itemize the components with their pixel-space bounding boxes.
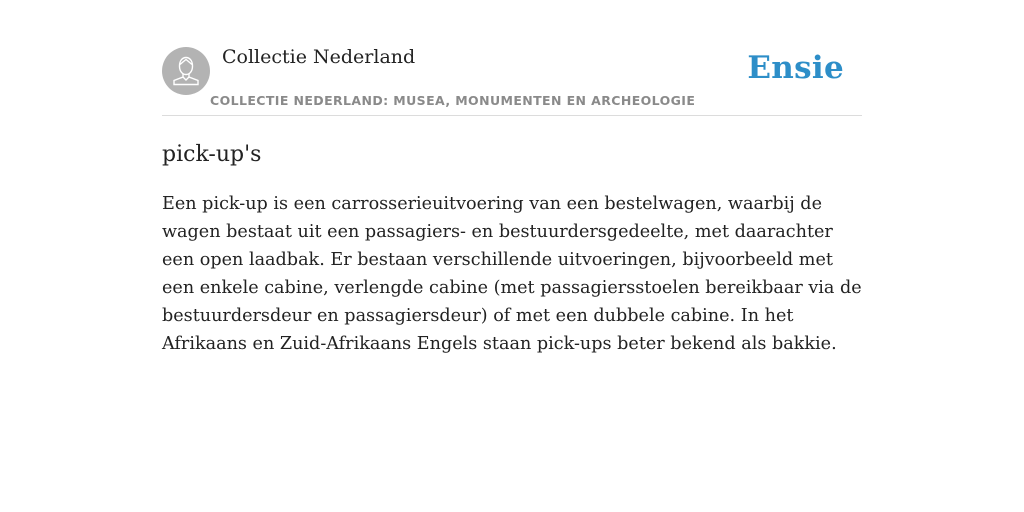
avatar[interactable] <box>162 47 210 95</box>
author-name[interactable]: Collectie Nederland <box>222 46 416 68</box>
article-card <box>162 40 862 358</box>
article-title: pick-up's <box>162 142 262 167</box>
article-header <box>162 40 862 116</box>
source-label[interactable]: COLLECTIE NEDERLAND: MUSEA, MONUMENTEN EN ARCHEOLOGIE <box>210 93 696 108</box>
article-body: Een pick-up is een carrosserieuitvoering van een bestelwagen, waarbij de wagen bestaat uit een passagiers- en bestuurdersgedeelte, met daarachter een open laadbak. Er bestaan verschillende uitvoeringen, bijvoorbeeld met een enkele cabine, verlengde cabine (met passagiersstoelen bereikbaar via de bestuurdersdeur en passagiersdeur) of met een dubbele cabine. In het Afrikaans en Zuid-Afrikaans Engels staan pick-ups beter bekend als bakkie. <box>162 194 862 354</box>
user-icon <box>162 47 210 95</box>
ensie-logo[interactable]: Ensie <box>747 50 844 86</box>
